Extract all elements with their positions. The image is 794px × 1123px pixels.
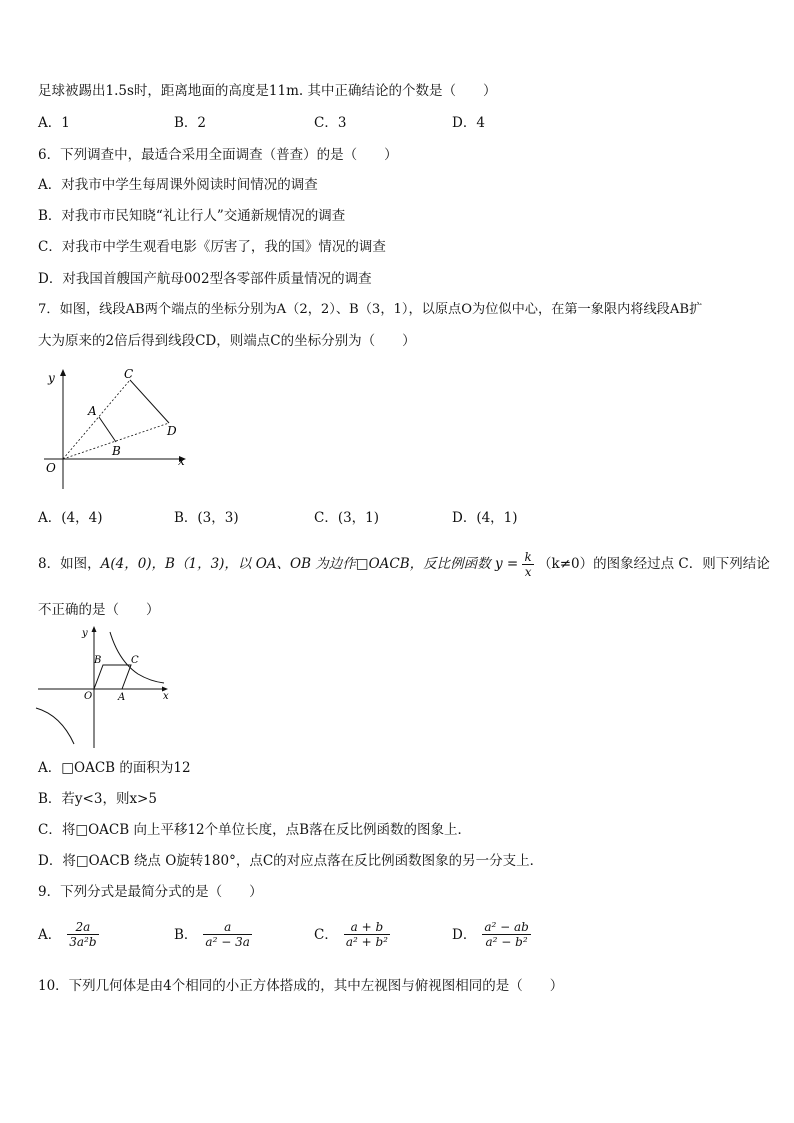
q9-option-b-label: B． <box>174 926 198 943</box>
q9-option-c-den: a² + b² <box>345 935 388 949</box>
q9-option-b-num: a <box>203 920 251 935</box>
q9-option-c-label: C． <box>314 926 338 943</box>
q5-option-a: A．1 <box>38 115 70 131</box>
q5-option-d: D．4 <box>452 115 485 131</box>
q8-func-fraction <box>522 550 533 579</box>
q7-label-b: B <box>112 444 121 458</box>
q10-stem: 10．下列几何体是由4个相同的小正方体搭成的，其中左视图与俯视图相同的是（ ） <box>38 978 564 994</box>
q7-option-d: D．(4，1) <box>452 510 518 526</box>
q8-option-b: B．若y<3，则x>5 <box>38 791 157 807</box>
q8-parallelogram <box>94 665 131 689</box>
q7-label-x: x <box>178 454 185 468</box>
q7-label-o: O <box>46 461 56 475</box>
q7-option-b: B．(3，3) <box>174 510 239 526</box>
q7-label-a: A <box>88 404 97 418</box>
q8-hyperbola-q3 <box>36 708 74 744</box>
q8-label-b: B <box>94 655 102 666</box>
q8-option-d: D．将□OACB 绕点 O旋转180°，点C的对应点落在反比例函数图象的另一分支上． <box>38 853 544 869</box>
q8-stem-part3: （k≠0）的图象经过点 C．则下列结论 <box>538 556 770 572</box>
q7-options <box>38 509 598 527</box>
q8-label-y: y <box>82 628 88 639</box>
q8-option-a: A．□OACB 的面积为12 <box>38 760 191 776</box>
q7-segment-ab <box>99 417 116 442</box>
q9-option-a-num: 2a <box>67 920 98 935</box>
q7-label-y: y <box>48 371 55 385</box>
q9-option-c-fraction <box>344 920 390 949</box>
q9-option-b <box>174 920 252 949</box>
q7-label-d: D <box>167 424 177 438</box>
q7-option-c: C．(3，1) <box>314 510 380 526</box>
q5-stem-tail: 足球被踢出1.5s时，距离地面的高度是11m. 其中正确结论的个数是（ ） <box>38 83 497 99</box>
q8-func-den: x <box>524 565 532 579</box>
q9-option-d-fraction <box>482 920 530 949</box>
q6-option-d: D．对我国首艘国产航母002型各零部件质量情况的调查 <box>38 271 372 287</box>
q7-option-a: A．(4，4) <box>38 510 103 526</box>
q9-option-a <box>38 920 99 949</box>
q8-stem-line2: 不正确的是（ ） <box>38 602 160 618</box>
q5-option-c: C．3 <box>314 115 347 131</box>
q8-stem-part1: 8．如图， <box>38 556 101 572</box>
q8-label-a: A <box>118 692 126 703</box>
q5-options <box>38 114 598 132</box>
q7-stem-line1: 7．如图，线段AB两个端点的坐标分别为A（2，2）、B（3，1），以原点O为位似中心，在第一象限内将线段AB扩 <box>38 302 703 317</box>
q8-label-x: x <box>163 691 169 702</box>
q9-option-a-label: A． <box>38 926 62 943</box>
q8-label-c: C <box>131 655 139 666</box>
q9-stem: 9．下列分式是最简分式的是（ ） <box>38 884 263 900</box>
q9-option-c <box>314 920 390 949</box>
q8-label-o: O <box>84 691 93 702</box>
q6-stem: 6．下列调查中，最适合采用全面调查（普查）的是（ ） <box>38 147 398 163</box>
q9-option-a-den: 3a²b <box>69 935 97 949</box>
q8-func-lhs: y = <box>494 556 519 572</box>
q7-y-arrow-icon <box>60 369 66 376</box>
q9-option-b-den: a² − 3a <box>205 935 250 949</box>
q8-figure <box>30 622 180 752</box>
q8-func-num: k <box>524 550 532 564</box>
q5-option-b: B．2 <box>174 115 207 131</box>
q9-option-d-num: a² − ab <box>484 920 529 934</box>
q7-segment-cd <box>130 380 169 423</box>
q9-option-d-den: a² − b² <box>485 935 528 949</box>
q8-stem-part2: A(4，0)，B（1，3)，以 OA、OB 为边作□OACB，反比例函数 <box>100 556 491 572</box>
q7-label-c: C <box>124 367 134 381</box>
q9-option-c-num: a + b <box>344 920 390 935</box>
q7-figure <box>30 365 200 495</box>
q6-option-a: A．对我市中学生每周课外阅读时间情况的调查 <box>38 177 318 193</box>
q8-y-arrow-icon <box>92 626 97 632</box>
q6-option-c: C．对我市中学生观看电影《厉害了，我的国》情况的调查 <box>38 239 386 255</box>
q9-option-d <box>452 920 531 949</box>
q9-option-a-fraction <box>67 920 98 949</box>
q6-option-b: B．对我市市民知晓“礼让行人”交通新规情况的调查 <box>38 208 346 224</box>
q9-option-b-fraction <box>203 920 251 949</box>
q8-option-c: C．将□OACB 向上平移12个单位长度，点B落在反比例函数的图象上． <box>38 822 472 838</box>
q8-stem-line1 <box>38 547 770 581</box>
q9-option-d-label: D． <box>452 926 477 943</box>
q7-stem-line2: 大为原来的2倍后得到线段CD，则端点C的坐标分别为（ ） <box>38 333 416 349</box>
